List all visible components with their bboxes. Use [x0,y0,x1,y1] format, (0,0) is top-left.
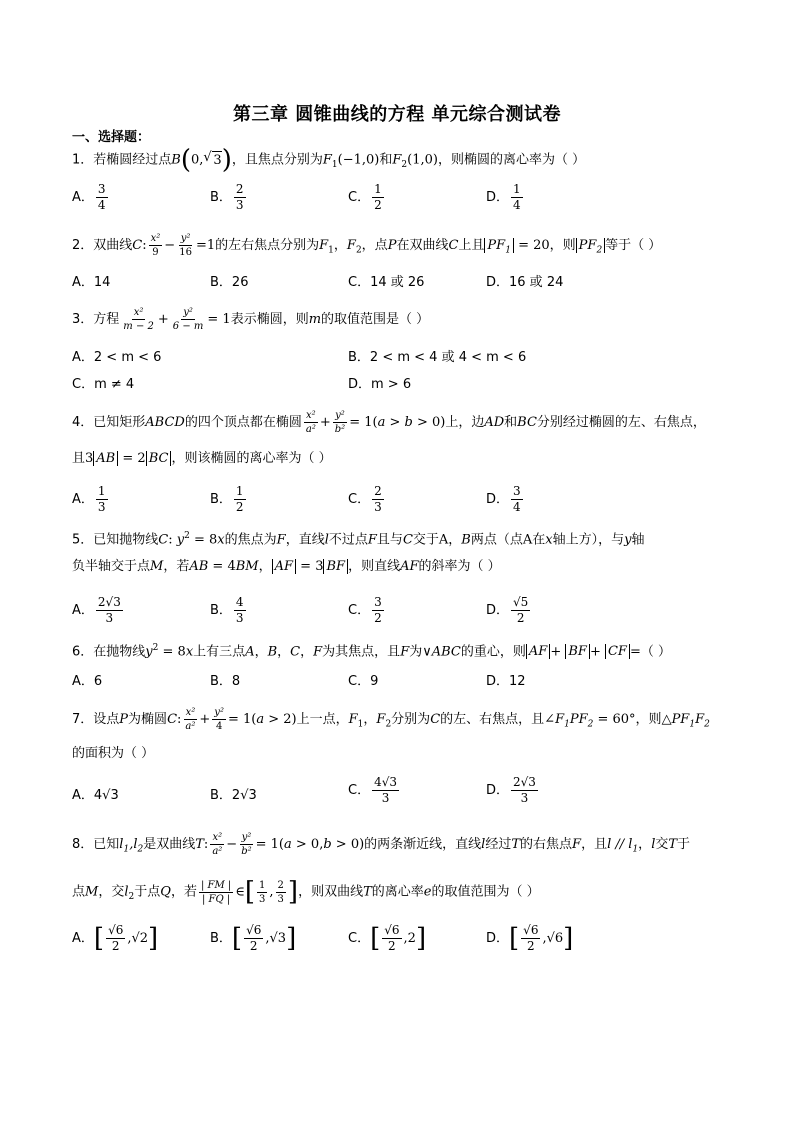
q3-option-b[interactable]: B．2 < m < 4 或 4 < m < 6 [348,350,527,365]
q2-option-b[interactable]: B．26 [210,275,249,290]
page-title: 第三章 圆锥曲线的方程 单元综合测试卷 [232,104,562,125]
q5-option-c[interactable]: C． $\frac{3}{2}$ [348,595,382,625]
q5-option-d[interactable]: D． $\frac{√5}{2}$ [486,595,529,625]
question-7-line-2: 的面积为（ ） [72,746,155,761]
q3-option-d[interactable]: D．m > 6 [348,377,412,392]
q4-option-a[interactable]: A． $\frac{1}{3}$ [72,484,106,514]
q1-option-d[interactable]: D． $\frac{1}{4}$ [486,182,521,212]
q2-option-a[interactable]: A．14 [72,275,111,290]
question-6: 6．在抛物线$y^2 = 8x$上有三点A，B，C，F为其焦点，且F为∨ABC的重心，则 AF + BF + CF =（ ） [72,643,671,660]
question-5-line-1: 5．已知抛物线C: $y^2 = 8x$的焦点为F，直线l不过点F且与C交于A，B两点（点A在x轴上方），与y轴 [72,531,645,548]
q8-option-a[interactable]: A．[ $\frac{√6}{2}$ ,√2] [72,923,159,954]
question-5-line-2: 负半轴交于点M，若AB = 4BM， AF = 3 BF ，则直线AF的斜率为（ ） [72,559,501,574]
q6-option-b[interactable]: B．8 [210,674,241,689]
question-1: 1．若椭圆经过点B(0,√ 3)，且焦点分别为$F_1(-1,0)$和$F_2(1,0)$，则椭圆的离心率为（ ） [72,147,585,174]
question-3: 3．方程 $\frac{\text{x²}}{m - 2}$ + $\frac{\text{y²}}{6 - m}$ = 1表示椭圆，则m的取值范围是（ ） [72,307,430,332]
question-4-line-1: 4．已知矩形ABCD的四个顶点都在椭圆 $\frac{\text{x²}}{\text{a²}}$ + $\frac{\text{y²}}{\text{b²}}$ = 1(a > b > 0)上，边AD和BC分别经过椭圆的左、右焦点， [72,410,706,435]
q2-option-d[interactable]: D．16 或 24 [486,275,564,290]
question-8-line-2: 点M，交$l_2$于点Q，若 $\frac{| FM |}{| FQ |}$ ∈[ $\frac{1}{3}$ , $\frac{2}{3}$ ]，则双曲线T的离心率e的取值范围为（ ） [72,877,540,907]
q4-option-b[interactable]: B． $\frac{1}{2}$ [210,484,244,514]
q6-option-d[interactable]: D．12 [486,674,526,689]
q7-option-c[interactable]: C． $\frac{4√3}{3}$ [348,775,397,805]
q1-option-b[interactable]: B． $\frac{2}{3}$ [210,182,244,212]
q3-option-a[interactable]: A．2 < m < 6 [72,350,162,365]
q6-option-a[interactable]: A．6 [72,674,103,689]
q4-option-d[interactable]: D． $\frac{3}{4}$ [486,484,521,514]
question-8-line-1: 8．已知$l_1,l_2$是双曲线T: $\frac{\text{x²}}{\text{a²}}$ − $\frac{\text{y²}}{\text{b²}}$ = 1(a > 0,b > 0)的两条渐近线，直线l经过T的右焦点F，且l // $l_1$，l交T于 [72,832,691,857]
q7-option-b[interactable]: B．2√3 [210,788,257,803]
question-7-line-1: 7．设点P为椭圆C: $\frac{\text{x²}}{\text{a²}}$ + $\frac{\text{y²}}{4}$ = 1(a > 2)上一点，$F_1$，$F_2$分别为C的左、右焦点，且$\angle F_1PF_2 = 60^\circ$，则$\triangle PF_1F_2$ [72,707,710,732]
q2-option-c[interactable]: C．14 或 26 [348,275,425,290]
q1-option-c[interactable]: C． $\frac{1}{2}$ [348,182,382,212]
q3-option-c[interactable]: C．m ≠ 4 [72,377,135,392]
q8-option-b[interactable]: B．[ $\frac{√6}{2}$ ,√3] [210,923,297,954]
q5-option-b[interactable]: B． $\frac{4}{3}$ [210,595,244,625]
q5-option-a[interactable]: A． $\frac{2√3}{3}$ [72,595,121,625]
q6-option-c[interactable]: C．9 [348,674,379,689]
q7-option-a[interactable]: A．4√3 [72,788,119,803]
question-4-line-2: 且3 AB = 2 BC ，则该椭圆的离心率为（ ） [72,451,332,466]
question-2: 2．双曲线C: $\frac{\text{x²}}{9}$ − $\frac{\text{y²}}{16}$ =1的左右焦点分别为$F_1$，$F_2$，点P在双曲线C上且 $PF_1 = 20$，则 $PF_2$ 等于（ ） [72,233,662,258]
section-heading: 一、选择题： [72,130,151,145]
q8-option-c[interactable]: C．[ $\frac{√6}{2}$ ,2] [348,923,427,954]
q8-option-d[interactable]: D．[ $\frac{√6}{2}$ ,√6] [486,923,574,954]
q1-option-a[interactable]: A． $\frac{3}{4}$ [72,182,106,212]
q7-option-d[interactable]: D． $\frac{2√3}{3}$ [486,775,536,805]
q4-option-c[interactable]: C． $\frac{2}{3}$ [348,484,382,514]
